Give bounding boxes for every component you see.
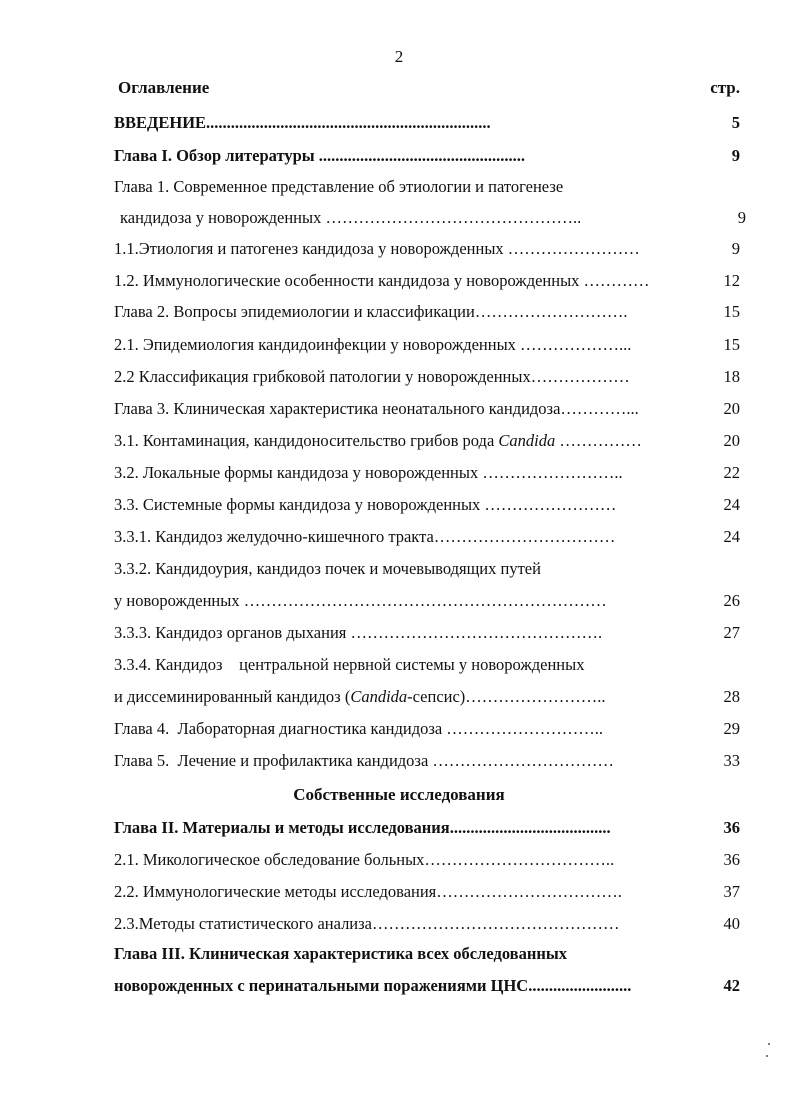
scan-speck xyxy=(766,1055,768,1057)
page-ref: 40 xyxy=(720,913,741,935)
page-ref: 24 xyxy=(720,526,741,548)
page-column-label: стр. xyxy=(710,78,740,97)
page-ref: 9 xyxy=(734,207,746,229)
toc-entry-chapter-2[interactable]: Глава 2. Вопросы эпидемиологии и классификации………………………. 15 xyxy=(114,302,740,321)
page-ref: 22 xyxy=(720,462,741,484)
page-ref: 18 xyxy=(720,366,741,388)
page-ref: 12 xyxy=(720,270,741,292)
toc-entry-1-1[interactable]: 1.1.Этиология и патогенез кандидоза у новорожденных …………………… 9 xyxy=(114,239,740,258)
toc-entry-3-3-2-cont[interactable]: у новорожденных ………………………………………………………… 26 xyxy=(114,591,740,610)
page-ref: 20 xyxy=(720,430,741,452)
toc-entry-3-2[interactable]: 3.2. Локальные формы кандидоза у новорожденных …………………….. 22 xyxy=(114,463,740,482)
page-ref: 5 xyxy=(728,112,740,134)
toc-entry-3-3-4[interactable]: 3.3.4. Кандидоз центральной нервной системы у новорожденных xyxy=(114,655,585,674)
toc-entry-2-1[interactable]: 2.1. Эпидемиология кандидоинфекции у новорожденных ………………... 15 xyxy=(114,335,740,354)
toc-entry-chapter-5[interactable]: Глава 5. Лечение и профилактика кандидоза …………………………… 33 xyxy=(114,751,740,770)
page-ref: 36 xyxy=(720,849,741,871)
page-ref: 15 xyxy=(720,301,741,323)
toc-entry-3-1[interactable]: 3.1. Контаминация, кандидоносительство грибов рода Candida …………… 20 xyxy=(114,431,740,450)
toc-entry-2-2[interactable]: 2.2 Классификация грибковой патологии у новорожденных……………… 18 xyxy=(114,367,740,386)
page-ref: 24 xyxy=(720,494,741,516)
page-ref: 33 xyxy=(720,750,741,772)
toc-entry-3-3-2[interactable]: 3.3.2. Кандидоурия, кандидоз почек и мочевыводящих путей xyxy=(114,559,541,578)
toc-entry-part-3-cont[interactable]: новорожденных с перинатальными поражениями ЦНС......................... 42 xyxy=(114,976,740,995)
toc-entry-part-3[interactable]: Глава III. Клиническая характеристика всех обследованных xyxy=(114,944,567,963)
page-ref: 37 xyxy=(720,881,741,903)
page-ref: 15 xyxy=(720,334,741,356)
toc-entry-3-3[interactable]: 3.3. Системные формы кандидоза у новорожденных …………………… 24 xyxy=(114,495,740,514)
page-ref: 29 xyxy=(720,718,741,740)
toc-header xyxy=(118,78,740,98)
toc-entry-part-1[interactable]: Глава I. Обзор литературы .................................................. 9 xyxy=(114,146,740,165)
toc-entry-3-3-1[interactable]: 3.3.1. Кандидоз желудочно-кишечного тракта…………………………… 24 xyxy=(114,527,740,546)
own-research-heading: Собственные исследования xyxy=(293,785,505,804)
toc-entry-part-2[interactable]: Глава II. Материалы и методы исследования....................................... 36 xyxy=(114,818,740,837)
toc-entry-2-2-immunology[interactable]: 2.2. Иммунологические методы исследования……………………………. 37 xyxy=(114,882,740,901)
toc-entry-chapter-3[interactable]: Глава 3. Клиническая характеристика неонатального кандидоза…………... 20 xyxy=(114,399,740,418)
toc-entry-intro[interactable]: ВВЕДЕНИЕ..................................................................... 5 xyxy=(114,113,740,132)
page-ref: 27 xyxy=(720,622,741,644)
toc-entry-2-1-mycology[interactable]: 2.1. Микологическое обследование больных…………………………….. 36 xyxy=(114,850,740,869)
toc-entry-3-3-3[interactable]: 3.3.3. Кандидоз органов дыхания ………………………………………. 27 xyxy=(114,623,740,642)
toc-title: Оглавление xyxy=(118,78,210,97)
toc-entry-chapter-1[interactable]: Глава 1. Современное представление об этиологии и патогенезе xyxy=(114,177,564,196)
page-ref: 28 xyxy=(720,686,741,708)
toc-entry-3-3-4-cont[interactable]: и диссеминированный кандидоз (Candida-сепсис)…………………….. 28 xyxy=(114,687,740,706)
page-ref: 9 xyxy=(728,238,740,260)
toc-entry-2-3-statistics[interactable]: 2.3.Методы статистического анализа……………………………………… 40 xyxy=(114,914,740,933)
page-ref: 26 xyxy=(720,590,741,612)
page-ref: 20 xyxy=(720,398,741,420)
page-ref: 9 xyxy=(728,145,740,167)
toc-entry-chapter-1-cont[interactable]: кандидоза у новорожденных ……………………………………….. 9 xyxy=(120,208,746,227)
scan-speck xyxy=(768,1043,770,1045)
page-number: 2 xyxy=(394,47,404,66)
toc-entry-chapter-4[interactable]: Глава 4. Лабораторная диагностика кандидоза ……………………….. 29 xyxy=(114,719,740,738)
page-ref: 42 xyxy=(720,975,741,997)
page-ref: 36 xyxy=(720,817,741,839)
toc-entry-1-2[interactable]: 1.2. Иммунологические особенности кандидоза у новорожденных ………… 12 xyxy=(114,271,740,290)
